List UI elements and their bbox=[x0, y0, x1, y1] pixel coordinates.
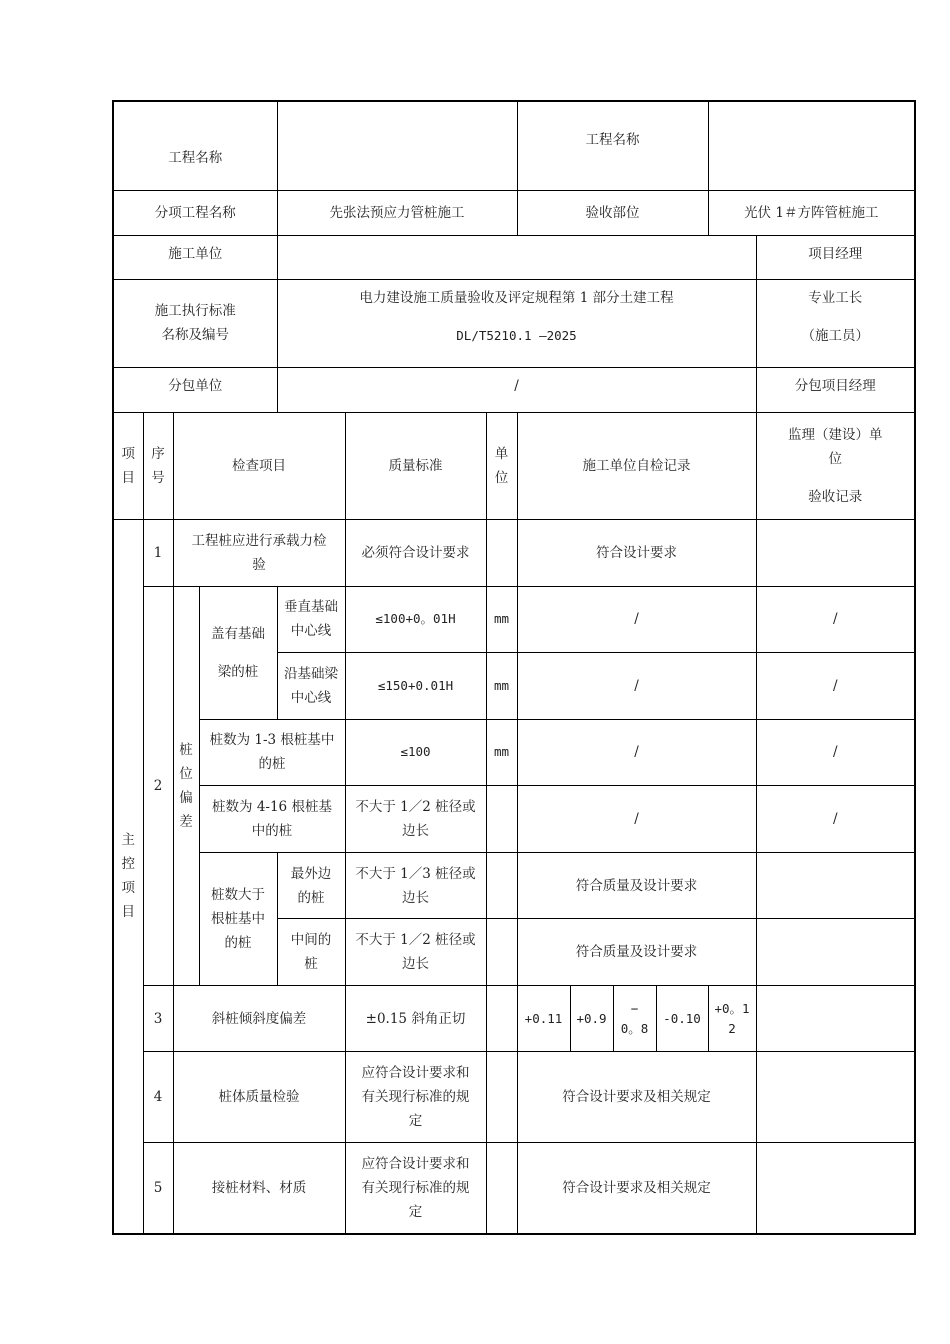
project-name-field-2[interactable] bbox=[708, 101, 915, 190]
col-unit-char: 位 bbox=[494, 469, 509, 486]
text-line: 桩 bbox=[304, 956, 318, 973]
standard-2a: ≤100+0。01H bbox=[345, 586, 486, 652]
record-5: 符合设计要求及相关规定 bbox=[517, 1143, 756, 1234]
text-line: 最外边 bbox=[290, 865, 332, 882]
record-2d: / bbox=[517, 786, 756, 853]
text-line: 的桩 bbox=[258, 756, 286, 773]
col-supervision-header bbox=[756, 412, 915, 519]
text-line: 定 bbox=[408, 1113, 423, 1130]
supervision-2f[interactable] bbox=[756, 919, 915, 986]
main-control-char: 主 bbox=[121, 832, 135, 849]
col-seq-char: 序 bbox=[151, 445, 165, 462]
record-4: 符合设计要求及相关规定 bbox=[517, 1052, 756, 1143]
col-check-item-header: 检查项目 bbox=[173, 412, 345, 519]
seq-4: 4 bbox=[143, 1052, 173, 1143]
acceptance-part-label: 验收部位 bbox=[517, 190, 708, 235]
standard-4 bbox=[345, 1052, 486, 1143]
col-supervision-line: 验收记录 bbox=[808, 488, 863, 505]
record-2e: 符合质量及设计要求 bbox=[517, 853, 756, 919]
unit-2f bbox=[486, 919, 517, 986]
unit-1 bbox=[486, 519, 517, 586]
col-quality-standard-header: 质量标准 bbox=[345, 412, 486, 519]
text-line: 工程桩应进行承载力检 bbox=[191, 532, 327, 549]
supervision-3[interactable] bbox=[756, 986, 915, 1052]
check-item-2d bbox=[199, 786, 345, 853]
check-item-5: 接桩材料、材质 bbox=[173, 1143, 345, 1234]
foreman-label bbox=[756, 279, 915, 367]
project-name-label: 工程名称 bbox=[113, 101, 277, 190]
standard-2b: ≤150+0.01H bbox=[345, 652, 486, 719]
check-item-1 bbox=[173, 519, 345, 586]
col-supervision-line: 位 bbox=[828, 450, 843, 467]
construction-unit-field[interactable] bbox=[277, 235, 756, 279]
pile-deviation-char: 位 bbox=[179, 766, 193, 783]
measurement-5 bbox=[708, 986, 756, 1052]
standard-2e bbox=[345, 853, 486, 919]
project-name-label-2: 工程名称 bbox=[517, 101, 708, 190]
text-line: 有关现行标准的规 bbox=[361, 1180, 470, 1197]
text-line: 有关现行标准的规 bbox=[361, 1089, 470, 1106]
measurement-3 bbox=[613, 986, 656, 1052]
standard-label bbox=[113, 279, 277, 367]
text-line: 桩数大于 bbox=[211, 887, 265, 904]
unit-4 bbox=[486, 1052, 517, 1143]
text-line: 边长 bbox=[402, 956, 429, 973]
supervision-2e[interactable] bbox=[756, 853, 915, 919]
inspection-form-table bbox=[112, 100, 916, 1235]
check-item-2f bbox=[277, 919, 345, 986]
standard-2c: ≤100 bbox=[345, 719, 486, 785]
standard-value-line2: DL/T5210.1 —2025 bbox=[456, 327, 577, 343]
record-2b: / bbox=[517, 652, 756, 719]
capped-pile-group bbox=[199, 586, 277, 719]
text-line: +0。1 bbox=[714, 1000, 750, 1016]
measurement-1: +0.11 bbox=[517, 986, 570, 1052]
text-line: 2 bbox=[728, 1020, 736, 1036]
text-line: 垂直基础 bbox=[284, 599, 338, 616]
text-line: 0。8 bbox=[620, 1020, 649, 1036]
col-supervision-line: 监理（建设）单 bbox=[788, 426, 883, 443]
text-line: 中心线 bbox=[290, 623, 332, 640]
unit-2e bbox=[486, 853, 517, 919]
text-line: 中的桩 bbox=[251, 823, 293, 840]
main-control-char: 项 bbox=[121, 880, 135, 897]
text-line: 应符合设计要求和 bbox=[361, 1156, 470, 1173]
supervision-2c: / bbox=[756, 719, 915, 785]
record-1: 符合设计要求 bbox=[517, 519, 756, 586]
foreman-label-line1: 专业工长 bbox=[808, 289, 863, 306]
large-pile-group bbox=[199, 853, 277, 986]
main-control-char: 控 bbox=[121, 856, 135, 873]
main-control-label bbox=[113, 519, 143, 1234]
supervision-2b: / bbox=[756, 652, 915, 719]
text-line: 不大于 1／3 桩径或 bbox=[355, 865, 476, 882]
supervision-1[interactable] bbox=[756, 519, 915, 586]
record-2f: 符合质量及设计要求 bbox=[517, 919, 756, 986]
seq-5: 5 bbox=[143, 1143, 173, 1234]
standard-2d bbox=[345, 786, 486, 853]
supervision-2d: / bbox=[756, 786, 915, 853]
text-line: 不大于 1／2 桩径或 bbox=[355, 932, 476, 949]
col-item-header bbox=[113, 412, 143, 519]
text-line: 盖有基础 bbox=[211, 625, 265, 642]
col-unit-header bbox=[486, 412, 517, 519]
text-line: 的桩 bbox=[297, 889, 325, 906]
unit-5 bbox=[486, 1143, 517, 1234]
text-line: 中间的 bbox=[290, 932, 332, 949]
standard-5 bbox=[345, 1143, 486, 1234]
col-seq-header bbox=[143, 412, 173, 519]
text-line: 梁的桩 bbox=[217, 663, 259, 680]
check-item-2a bbox=[277, 586, 345, 652]
measurement-4: -0.10 bbox=[656, 986, 708, 1052]
subcontractor-label: 分包单位 bbox=[113, 367, 277, 412]
standard-2f bbox=[345, 919, 486, 986]
standard-1: 必须符合设计要求 bbox=[345, 519, 486, 586]
text-line: 定 bbox=[408, 1204, 423, 1221]
text-line: 中心线 bbox=[290, 689, 332, 706]
pile-deviation-char: 差 bbox=[179, 814, 193, 831]
main-control-char: 目 bbox=[121, 904, 135, 921]
unit-2a: mm bbox=[486, 586, 517, 652]
standard-label-line1: 施工执行标准 bbox=[154, 303, 236, 320]
seq-2: 2 bbox=[143, 586, 173, 985]
supervision-2a: / bbox=[756, 586, 915, 652]
col-unit-char: 单 bbox=[494, 445, 509, 462]
supervision-5[interactable] bbox=[756, 1143, 915, 1234]
col-item-char: 项 bbox=[121, 445, 135, 462]
supervision-4[interactable] bbox=[756, 1052, 915, 1143]
check-item-2b bbox=[277, 652, 345, 719]
check-item-2c bbox=[199, 719, 345, 785]
pile-deviation-char: 偏 bbox=[179, 790, 193, 807]
unit-3 bbox=[486, 986, 517, 1052]
check-item-2e bbox=[277, 853, 345, 919]
record-2a: / bbox=[517, 586, 756, 652]
text-line: 沿基础梁 bbox=[284, 665, 338, 682]
record-2c: / bbox=[517, 719, 756, 785]
check-item-4: 桩体质量检验 bbox=[173, 1052, 345, 1143]
project-manager-label: 项目经理 bbox=[756, 235, 915, 279]
sub-pm-label: 分包项目经理 bbox=[756, 367, 915, 412]
construction-unit-label: 施工单位 bbox=[113, 235, 277, 279]
col-item-char: 目 bbox=[121, 469, 135, 486]
text-line: 边长 bbox=[402, 889, 429, 906]
standard-3: ±0.15 斜角正切 bbox=[345, 986, 486, 1052]
foreman-label-line2: （施工员） bbox=[801, 327, 870, 344]
col-self-check-header: 施工单位自检记录 bbox=[517, 412, 756, 519]
text-line: 的桩 bbox=[224, 935, 252, 952]
seq-3: 3 bbox=[143, 986, 173, 1052]
sub-project-value: 先张法预应力管桩施工 bbox=[277, 190, 517, 235]
pile-deviation-label bbox=[173, 586, 199, 985]
text-line: 不大于 1／2 桩径或 bbox=[355, 799, 476, 816]
seq-1: 1 bbox=[143, 519, 173, 586]
text-line: 应符合设计要求和 bbox=[361, 1065, 470, 1082]
check-item-3: 斜桩倾斜度偏差 bbox=[173, 986, 345, 1052]
standard-value bbox=[277, 279, 756, 367]
standard-label-line2: 名称及编号 bbox=[161, 327, 229, 344]
unit-2b: mm bbox=[486, 652, 517, 719]
measurement-2: +0.9 bbox=[570, 986, 613, 1052]
unit-2c: mm bbox=[486, 719, 517, 785]
standard-value-line1: 电力建设施工质量验收及评定规程第 1 部分土建工程 bbox=[359, 289, 674, 306]
text-line: 边长 bbox=[402, 823, 429, 840]
text-line: 验 bbox=[252, 556, 266, 573]
col-seq-char: 号 bbox=[151, 469, 165, 486]
text-line: 根桩基中 bbox=[211, 911, 265, 928]
subcontractor-value: / bbox=[277, 367, 756, 412]
unit-2d bbox=[486, 786, 517, 853]
acceptance-part-value: 光伏 1＃方阵管桩施工 bbox=[708, 190, 915, 235]
text-line: 桩数为 4-16 根桩基 bbox=[212, 799, 332, 816]
pile-deviation-char: 桩 bbox=[179, 742, 193, 759]
sub-project-label: 分项工程名称 bbox=[113, 190, 277, 235]
project-name-field[interactable] bbox=[277, 101, 517, 190]
text-line: 桩数为 1-3 根桩基中 bbox=[209, 732, 335, 749]
text-line: − bbox=[630, 1000, 639, 1016]
